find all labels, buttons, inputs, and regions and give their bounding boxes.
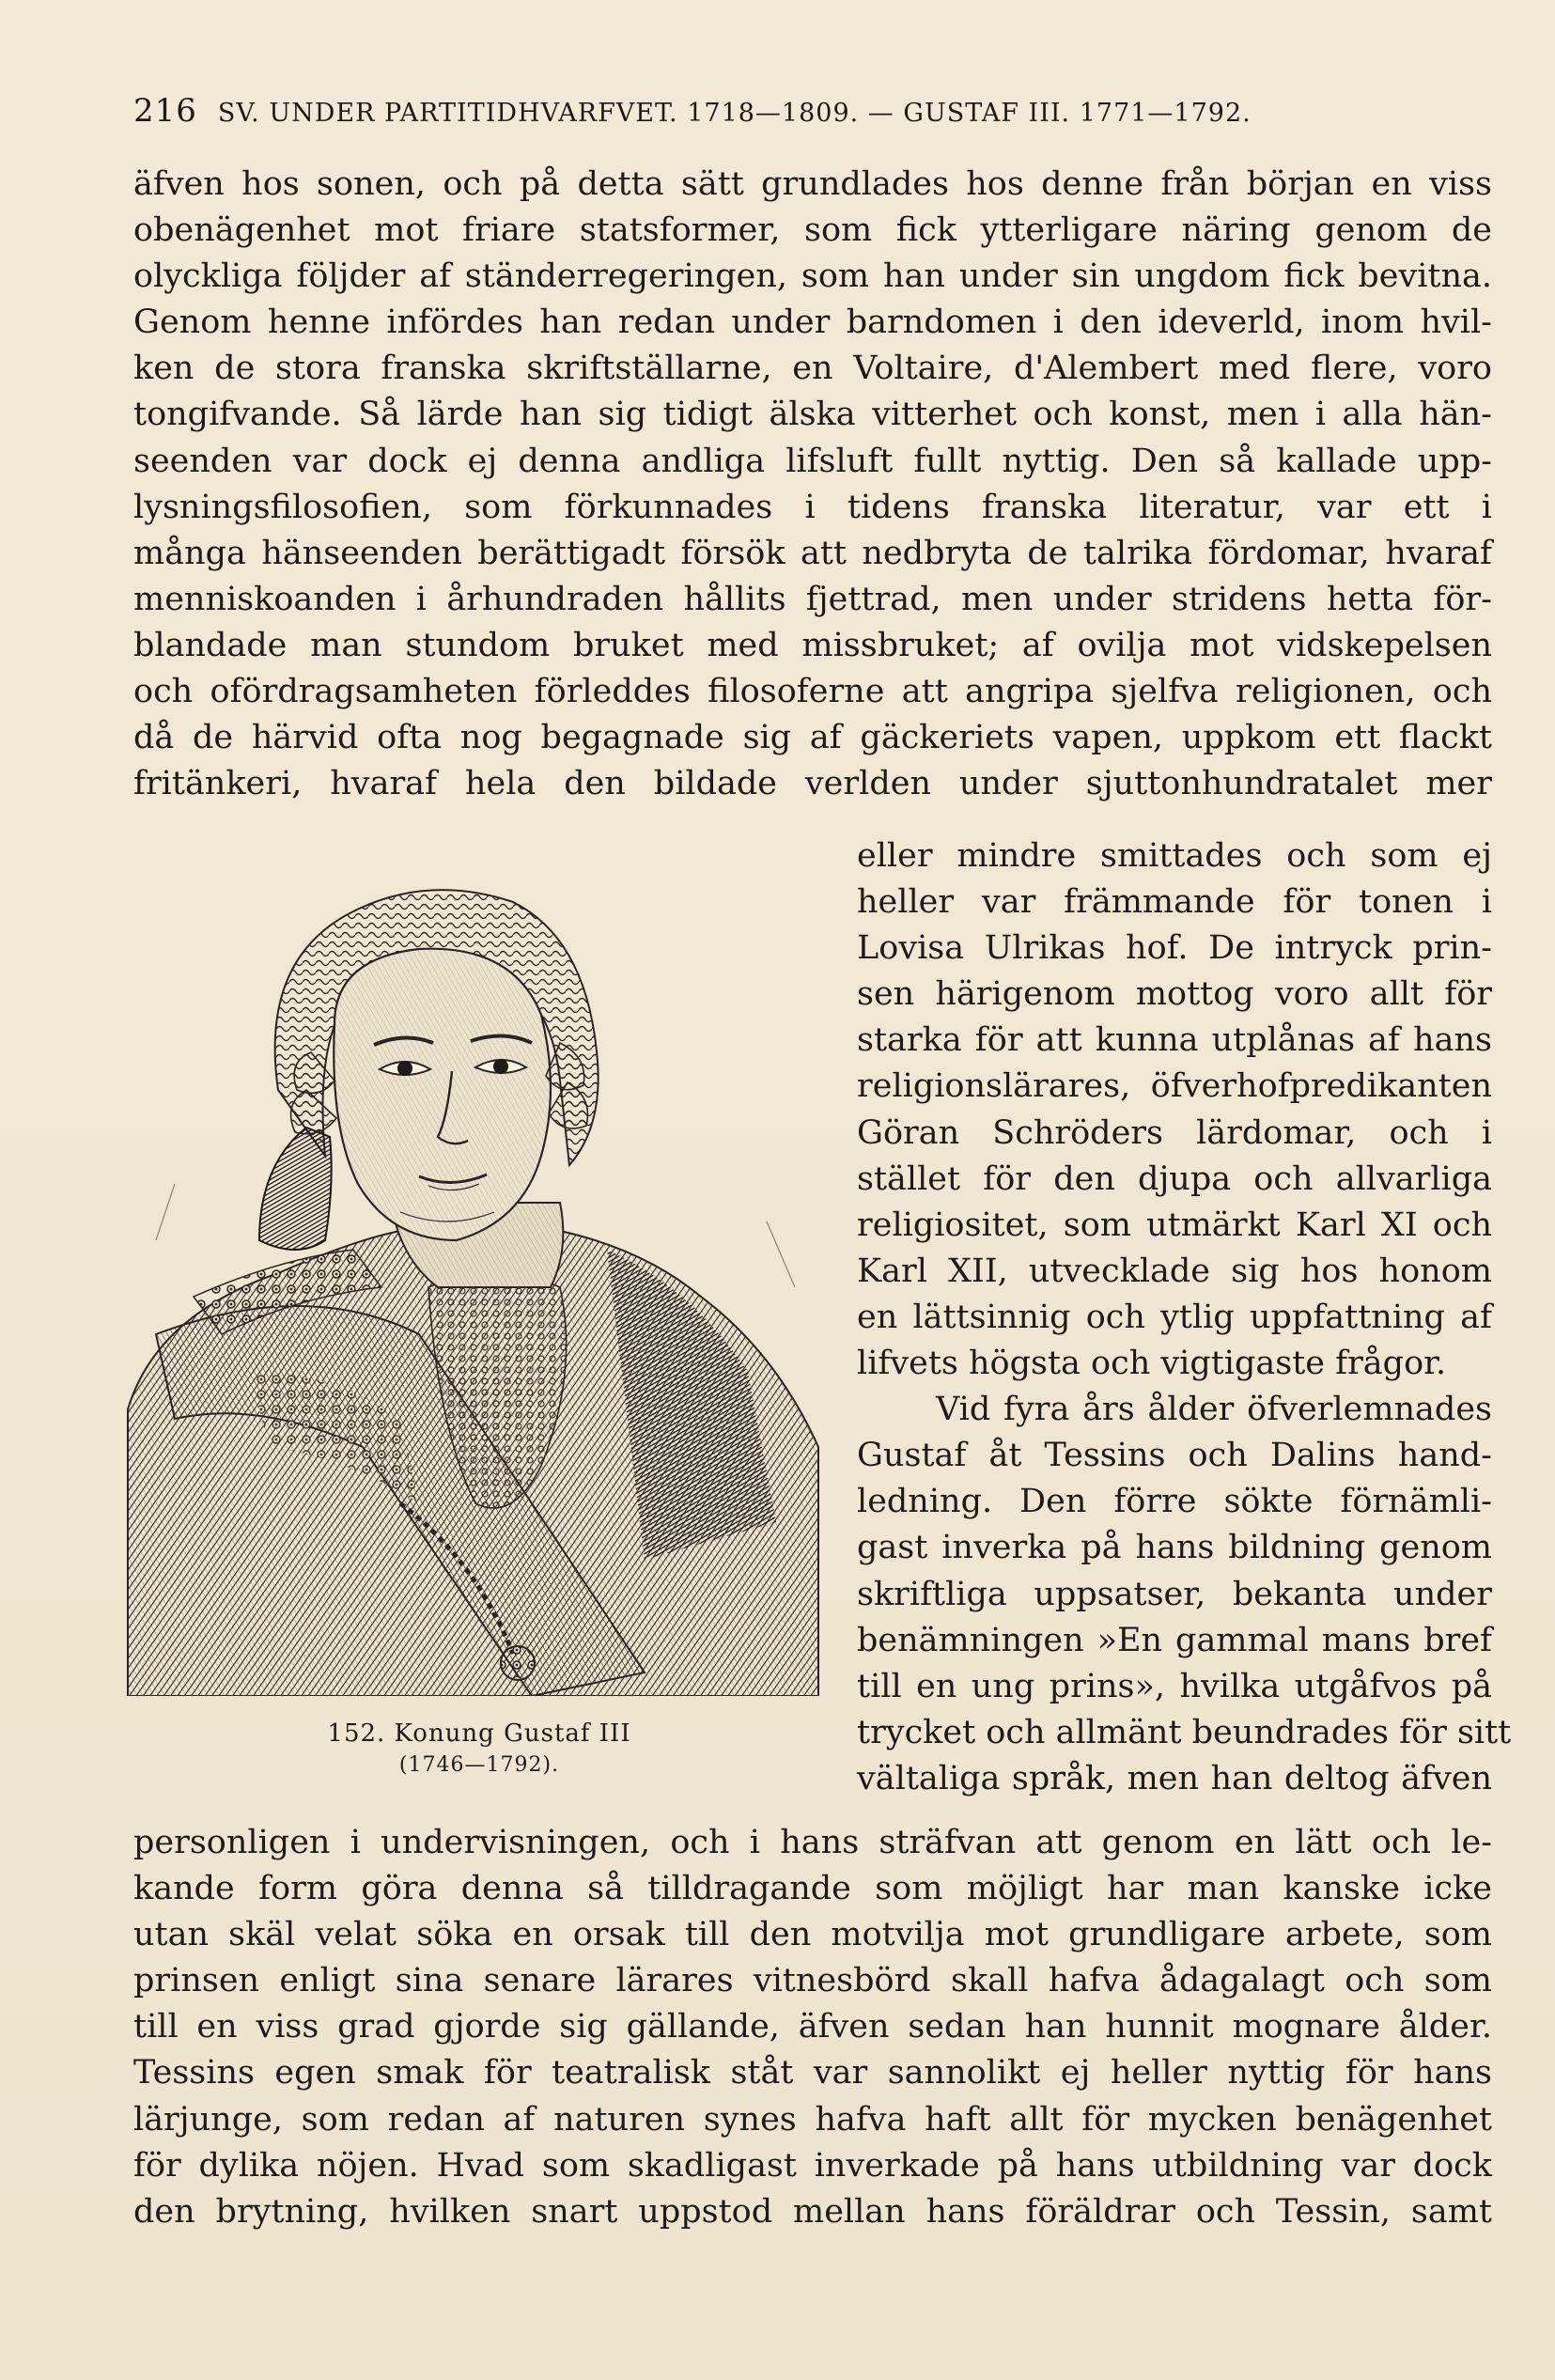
text-line: starka för att kunna utplånas af hans [857, 1021, 1492, 1060]
text-line: olyckliga följder af ständerregeringen, som han under sin ungdom fick bevitna. [133, 257, 1492, 296]
text-line: då de härvid ofta nog begagnade sig af gäckeriets vapen, uppkom ett flackt [133, 719, 1492, 757]
text-line: och ofördragsamheten förleddes filosoferne att angripa sjelfva religionen, och [133, 673, 1492, 711]
text-line: till en ung prins», hvilka utgåfvos på [857, 1667, 1492, 1705]
text-line: tongifvande. Så lärde han sig tidigt älska vitterhet och konst, men i alla hän- [133, 396, 1492, 434]
text-line: Genom henne infördes han redan under barndomen i den ideverld, inom hvil- [133, 303, 1492, 342]
text-line: vältaliga språk, men han deltog äfven [857, 1759, 1492, 1797]
text-line: fritänkeri, hvaraf hela den bildade verlden under sjuttonhundratalet mer [133, 765, 1492, 803]
portrait-engraving [118, 846, 832, 1696]
text-line: Gustaf åt Tessins och Dalins hand- [857, 1437, 1492, 1475]
text-line: ledning. Den förre sökte förnämli- [857, 1483, 1492, 1521]
text-line: en lättsinnig och ytlig uppfattning af [857, 1298, 1492, 1336]
text-line: prinsen enligt sina senare lärares vitnesbörd skall hafva ådagalagt och som [133, 1962, 1492, 2000]
text-line: lifvets högsta och vigtigaste frågor. [857, 1345, 1447, 1383]
text-line: många hänseenden berättigadt försök att nedbryta de talrika fördomar, hvaraf [133, 534, 1492, 572]
text-line: stället för den djupa och allvarliga [857, 1159, 1492, 1198]
caption-title: 152. Konung Gustaf III [327, 1719, 631, 1748]
text-line: religionslärares, öfverhofpredikanten [857, 1067, 1492, 1106]
text-line: Lovisa Ulrikas hof. De intryck prin- [857, 929, 1492, 968]
text-line: heller var främmande för tonen i [857, 883, 1492, 922]
running-head-title: SV. UNDER PARTITIDHVARFVET. 1718—1809. — GUSTAF III. 1771—1792. [217, 99, 1252, 128]
body-text-top [133, 162, 1492, 807]
figure-caption [282, 1718, 676, 1781]
text-line: blandade man stundom bruket med missbruket; af ovilja mot vidskepelsen [133, 626, 1492, 664]
text-line: seenden var dock ej denna andliga lifsluft fullt nyttig. Den så kallade upp- [133, 442, 1492, 480]
text-line: Vid fyra års ålder öfverlemnades [936, 1391, 1492, 1429]
text-line: religiositet, som utmärkt Karl XI och [857, 1206, 1492, 1244]
text-line: lysningsfilosofien, som förkunnades i tidens franska literatur, var ett i [133, 488, 1492, 526]
text-line: för dylika nöjen. Hvad som skadligast inverkade på hans utbildning var dock [133, 2146, 1492, 2185]
text-line: äfven hos sonen, och på detta sätt grundlades hos denne från början en viss [133, 165, 1492, 203]
text-line: benämningen »En gammal mans bref [857, 1621, 1492, 1659]
body-text-bottom [133, 1820, 1492, 2235]
text-line: utan skäl velat söka en orsak till den motvilja mot grundligare arbete, som [133, 1916, 1492, 1954]
text-line: menniskoanden i århundraden hållits fjettrad, men under stridens hetta för- [133, 580, 1492, 618]
text-line: Karl XII, utvecklade sig hos honom [857, 1252, 1492, 1290]
caption-dates: (1746—1792). [398, 1753, 560, 1777]
running-header [133, 92, 1496, 130]
text-line: kande form göra denna så tilldragande som möjligt har man kanske icke [133, 1870, 1492, 1908]
body-text-side [857, 833, 1512, 1802]
text-line: trycket och allmänt beundrades för sitt [857, 1713, 1512, 1751]
text-line: den brytning, hvilken snart uppstod mellan hans föräldrar och Tessin, samt [133, 2192, 1492, 2231]
text-line: gast inverka på hans bildning genom [857, 1529, 1492, 1567]
text-line: eller mindre smittades och som ej [857, 837, 1492, 875]
text-line: Tessins egen smak för teatralisk ståt var sannolikt ej heller nyttig för hans [133, 2054, 1492, 2092]
text-line: obenägenhet mot friare statsformer, som fick ytterligare näring genom de [133, 211, 1492, 250]
text-line: ken de stora franska skriftställarne, en Voltaire, d'Alembert med flere, voro [133, 350, 1492, 388]
text-line: lärjunge, som redan af naturen synes hafva haft allt för mycken benägenhet [133, 2100, 1492, 2139]
text-line: Göran Schröders lärdomar, och i [857, 1113, 1492, 1152]
text-line: till en viss grad gjorde sig gällande, äfven sedan han hunnit mognare ålder. [133, 2008, 1492, 2046]
page-number: 216 [133, 92, 197, 130]
text-line: sen härigenom mottog voro allt för [857, 975, 1492, 1014]
text-line: personligen i undervisningen, och i hans sträfvan att genom en lätt och le- [133, 1824, 1492, 1861]
text-line: skriftliga uppsatser, bekanta under [857, 1575, 1492, 1613]
